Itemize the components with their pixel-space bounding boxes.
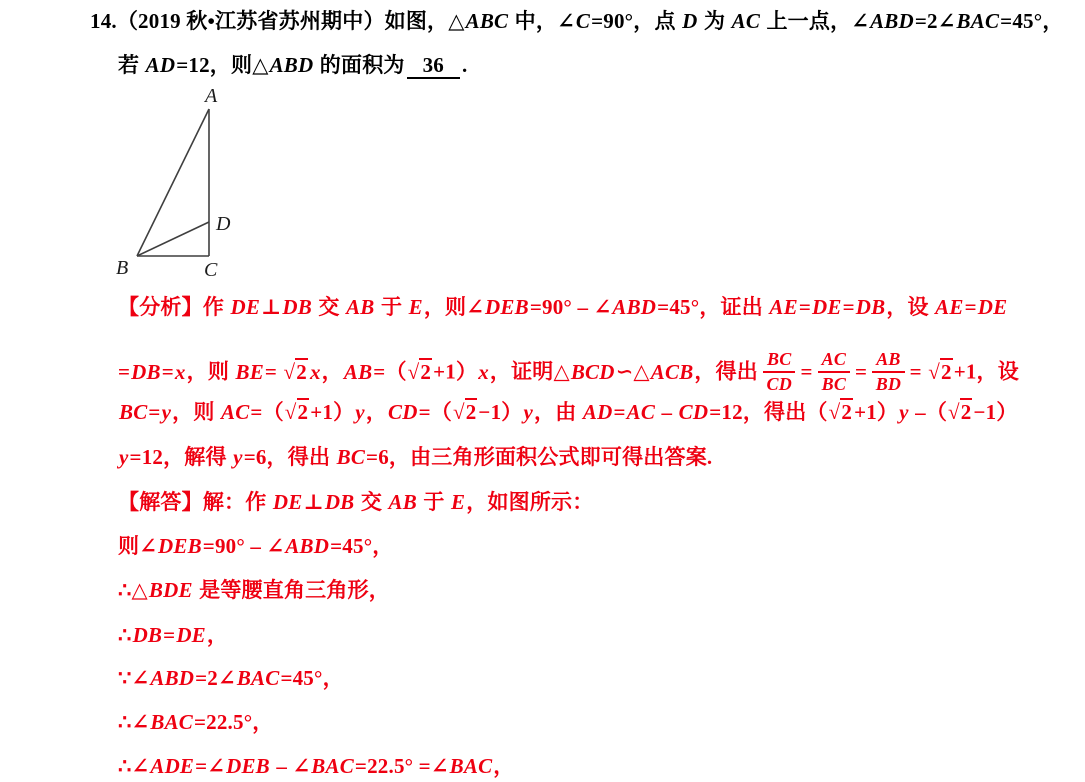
segment-BD (137, 222, 209, 256)
math-variable: ABD (870, 9, 914, 33)
vertex-label-A: A (205, 85, 218, 107)
radical (408, 360, 432, 384)
text-segment: – ∠ (270, 754, 311, 778)
fraction-denominator: CD (766, 373, 792, 394)
radical-sign: √ (407, 359, 420, 384)
radical-radicand: 2 (296, 359, 307, 384)
text-segment: ∵∠ (118, 666, 150, 690)
math-variable: x (309, 359, 321, 384)
text-segment: =22.5° =∠ (354, 754, 449, 778)
solution-line-5 (118, 663, 344, 693)
text-segment: ∴∠ (118, 754, 150, 778)
math-variable: DB (324, 490, 355, 514)
text-segment: ，则 (186, 359, 235, 384)
text-segment: 于 (417, 490, 451, 514)
solution-line-6 (118, 707, 274, 737)
text-segment: =∠ (195, 754, 226, 778)
radical-sign: √ (284, 400, 297, 424)
math-variable: DEB (158, 534, 202, 558)
math-variable: ABD (612, 295, 657, 319)
text-segment: 交 (355, 490, 388, 514)
text-segment: 于 (375, 295, 408, 319)
radical-radicand: 2 (960, 400, 972, 424)
math-variable: BE (235, 359, 264, 384)
radical (948, 400, 972, 424)
text-segment: +1） (310, 400, 355, 424)
text-segment: =45°，证出 (657, 295, 769, 319)
text-segment: 14.（2019 秋•江苏省苏州期中）如图，△ (90, 9, 465, 33)
text-segment: ⊥ (261, 295, 282, 319)
text-segment: ∴∠ (118, 710, 150, 734)
analysis-line-4 (118, 442, 712, 472)
math-variable: y (355, 400, 365, 424)
text-segment: =2∠ (195, 666, 236, 690)
fraction (763, 349, 795, 394)
text-segment: +1） (854, 400, 899, 424)
text-segment: =12，解得 (129, 445, 233, 469)
math-variable: DEB (485, 295, 529, 319)
text-segment: = (613, 400, 626, 424)
text-segment: 为 (698, 9, 731, 33)
vertex-label-C: C (204, 259, 218, 280)
text-segment: 解：作 (202, 490, 272, 514)
math-variable: CD (388, 400, 418, 424)
math-variable: BC (119, 400, 148, 424)
answer-blank: 36 (407, 53, 460, 79)
fraction (818, 349, 850, 394)
math-variable: D (682, 9, 698, 33)
solution-line-2 (118, 531, 394, 561)
fraction-numerator: AC (818, 349, 850, 373)
radical-sign: √ (828, 400, 841, 424)
radical (829, 400, 853, 424)
section-tag: 【解答】 (118, 490, 203, 514)
text-segment: ，则 (172, 400, 220, 424)
math-variable: AB (346, 295, 375, 319)
math-variable: ABC (465, 9, 509, 33)
text-segment: =（ (418, 400, 452, 424)
radical-sign: √ (452, 400, 465, 424)
math-variable: AB (343, 359, 373, 384)
math-variable: DE (230, 295, 261, 319)
radical (284, 360, 308, 384)
text-segment: ， (321, 359, 343, 384)
text-segment: = (855, 359, 868, 384)
math-variable: BAC (311, 754, 354, 778)
text-segment: = (118, 359, 131, 384)
text-segment: =（ (250, 400, 284, 424)
math-variable: DB (282, 295, 312, 319)
fraction (872, 349, 904, 394)
math-variable: y (523, 400, 534, 424)
fraction-numerator: BC (763, 349, 795, 373)
math-variable: DB (132, 623, 163, 647)
math-variable: y (161, 400, 172, 424)
math-variable: ABD (150, 666, 195, 690)
vertex-label-D: D (216, 213, 231, 235)
text-segment: = (964, 295, 977, 319)
text-segment: =12，则△ (176, 53, 269, 77)
solution-line-7 (118, 751, 514, 781)
math-variable: AC (626, 400, 656, 424)
text-segment: =（ (373, 359, 407, 384)
fraction-numerator: AB (872, 349, 904, 373)
text-segment: =6，得出 (243, 445, 336, 469)
text-segment: +1，设 (953, 359, 1019, 384)
text-segment: =45°， (280, 666, 344, 690)
math-variable: ACB (650, 359, 694, 384)
math-variable: C (575, 9, 591, 33)
text-segment: ，则∠ (423, 295, 485, 319)
text-segment: −1） (973, 400, 1018, 424)
math-variable: y (899, 400, 909, 424)
text-segment: = (161, 359, 174, 384)
math-variable: DE (272, 490, 303, 514)
text-segment: =12，得出（ (709, 400, 828, 424)
text-segment: 是等腰直角三角形， (193, 578, 390, 602)
text-segment: =90°，点 (591, 9, 682, 33)
math-variable: BAC (956, 9, 1000, 33)
fraction-denominator: BC (821, 373, 847, 394)
text-segment: = (163, 623, 176, 647)
math-variable: AD (582, 400, 613, 424)
radical-radicand: 2 (940, 359, 952, 384)
text-segment: . (462, 53, 468, 77)
math-variable: CD (678, 400, 709, 424)
math-variable: BCD (570, 359, 615, 384)
vertex-label-B: B (116, 257, 129, 279)
math-variable: BAC (449, 754, 493, 778)
solution-line-1 (118, 487, 593, 517)
text-segment: ， (206, 623, 229, 647)
radical-radicand: 2 (420, 359, 432, 384)
math-variable: DE (176, 623, 206, 647)
text-segment: 则∠ (118, 534, 157, 558)
text-segment: = (148, 400, 161, 424)
radical-radicand: 2 (297, 400, 309, 424)
text-segment: ， (365, 400, 388, 424)
triangle-figure (104, 84, 240, 280)
text-segment: ，由 (534, 400, 582, 424)
text-segment: = (264, 359, 283, 384)
text-segment: ⊥ (303, 490, 324, 514)
math-variable: AC (220, 400, 250, 424)
text-segment: = (909, 359, 928, 384)
math-variable: DB (131, 359, 161, 384)
analysis-line-2 (118, 349, 1019, 398)
text-segment: =45°， (330, 534, 394, 558)
problem-line-1 (90, 6, 1064, 36)
text-segment: ，如图所示： (466, 490, 594, 514)
math-variable: DEB (226, 754, 270, 778)
text-segment: =22.5°， (193, 710, 274, 734)
math-variable: DE (811, 295, 842, 319)
math-variable: BC (336, 445, 366, 469)
text-segment: ，设 (886, 295, 935, 319)
side-AB (137, 109, 209, 256)
math-variable: y (119, 445, 129, 469)
radical (928, 360, 952, 384)
radical-radicand: 2 (841, 400, 853, 424)
text-segment: ，得出 (694, 359, 759, 384)
text-segment: ∴ (118, 623, 132, 647)
problem-line-2 (118, 50, 467, 80)
math-variable: DE (977, 295, 1008, 319)
math-variable: AC (731, 9, 761, 33)
solution-line-3 (118, 575, 390, 605)
text-segment: ∽△ (615, 359, 650, 384)
solution-line-4 (118, 620, 228, 650)
math-variable: E (451, 490, 466, 514)
text-segment: 的面积为 (314, 53, 405, 77)
text-segment: ，证明△ (489, 359, 570, 384)
math-variable: ADE (150, 754, 195, 778)
text-segment: = (842, 295, 855, 319)
math-variable: BAC (236, 666, 280, 690)
radical-radicand: 2 (465, 400, 477, 424)
text-segment: =2∠ (914, 9, 956, 33)
math-variable: BAC (150, 710, 193, 734)
text-segment: +1） (433, 359, 478, 384)
math-variable: AD (145, 53, 176, 77)
text-segment: 上一点，∠ (761, 9, 870, 33)
text-segment: =45°， (1000, 9, 1064, 33)
math-variable: ABD (285, 534, 330, 558)
radical (453, 400, 477, 424)
text-segment: 中，∠ (509, 9, 575, 33)
math-variable: AE (935, 295, 964, 319)
text-segment: = (800, 359, 813, 384)
text-segment: 作 (202, 295, 230, 319)
text-segment: −1） (478, 400, 523, 424)
math-variable: x (478, 359, 489, 384)
text-segment: ∴△ (118, 578, 148, 602)
text-segment: –（ (909, 400, 948, 424)
math-variable: ABD (269, 53, 314, 77)
math-variable: x (174, 359, 186, 384)
math-variable: AB (388, 490, 417, 514)
math-variable: BDE (148, 578, 193, 602)
math-variable: E (408, 295, 423, 319)
text-segment: 交 (312, 295, 346, 319)
math-variable: AE (769, 295, 798, 319)
text-segment: – (656, 400, 678, 424)
text-segment: ， (493, 754, 515, 778)
text-segment: =6，由三角形面积公式即可得出答案. (366, 445, 713, 469)
radical (285, 400, 309, 424)
section-tag: 【分析】 (118, 295, 203, 319)
analysis-line-1 (118, 292, 1008, 322)
radical-sign: √ (928, 359, 940, 384)
radical-sign: √ (948, 400, 960, 424)
radical-sign: √ (283, 359, 296, 384)
fraction-denominator: BD (875, 373, 902, 394)
text-segment: =90° – ∠ (529, 295, 612, 319)
math-variable: DB (855, 295, 886, 319)
text-segment: 若 (118, 53, 145, 77)
text-segment: = (798, 295, 811, 319)
text-segment: =90° – ∠ (202, 534, 285, 558)
math-variable: y (233, 445, 243, 469)
analysis-line-3 (118, 397, 1018, 427)
